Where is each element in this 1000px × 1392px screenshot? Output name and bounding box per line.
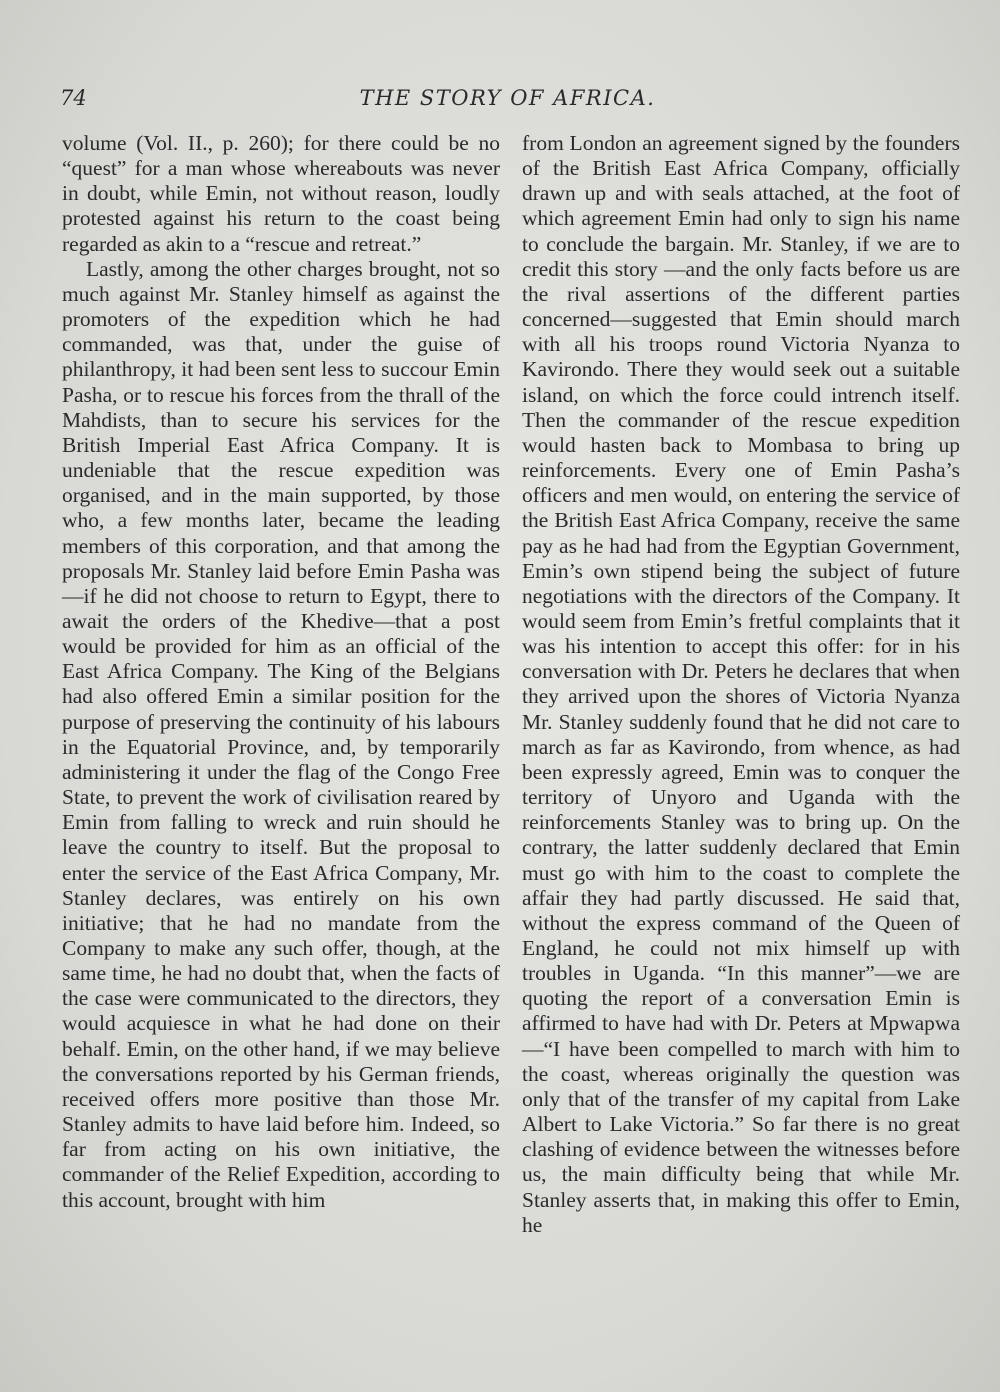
page-number: 74 (60, 86, 87, 110)
right-column (522, 131, 960, 1238)
left-column (62, 131, 500, 1213)
paragraph: Lastly, among the other charges brought, not so much against Mr. Stanley himself as against the promoters of the expedition which he had commanded, was that, under the guise of philanthropy, it had been sent less to succour Emin Pasha, or to rescue his forces from the thrall of the Mahdists, than to secure his services for the British Imperial East Africa Company. It is undeniable that the rescue expedition was organised, and in the main supported, by those who, a few months later, became the leading members of this corporation, and that among the proposals Mr. Stanley laid before Emin Pasha was—if he did not choose to return to Egypt, there to await the orders of the Khedive—that a post would be provided for him as an official of the East Africa Company. The King of the Belgians had also offered Emin a similar position for the purpose of preserving the continuity of his labours in the Equatorial Province, and, by temporarily administering it under the flag of the Congo Free State, to prevent the work of civilisation reared by Emin from falling to wreck and ruin should he leave the country to itself. But the proposal to enter the service of the East Africa Company, Mr. Stanley declares, was entirely on his own initiative; that he had no mandate from the Company to make any such offer, though, at the same time, he had no doubt that, when the facts of the case were communicated to the directors, they would acquiesce in what he had done on their behalf. Emin, on the other hand, if we may believe the conversations reported by his German friends, received offers more positive than those Mr. Stanley admits to have laid before him. Indeed, so far from acting on his own initiative, the commander of the Relief Expedition, according to this account, brought with him (62, 256, 500, 1212)
running-head: THE STORY OF AFRICA. (359, 86, 656, 110)
paragraph: volume (Vol. II., p. 260); for there could be no “quest” for a man whose whereabouts was never in doubt, while Emin, not without reason, loudly protested against his return to the coast being regarded as akin to a “rescue and retreat.” (62, 131, 500, 256)
paragraph: from London an agreement signed by the founders of the British East Africa Company, officially drawn up and with seals attached, at the foot of which agreement Emin had only to sign his name to conclude the bargain. Mr. Stanley, if we are to credit this story —and the only facts before us are the rival assertions of the different parties concerned—suggested that Emin should march with all his troops round Victoria Nyanza to Kavirondo. There they would seek out a suitable island, on which the force could intrench itself. Then the commander of the rescue expedition would hasten back to Mombasa to bring up reinforcements. Every one of Emin Pasha’s officers and men would, on entering the service of the British East Africa Company, receive the same pay as he had had from the Egyptian Government, Emin’s own stipend being the subject of future negotiations with the directors of the Company. It would seem from Emin’s fretful complaints that it was his intention to accept this offer: for in his conversation with Dr. Peters he declares that when they arrived upon the shores of Victoria Nyanza Mr. Stanley suddenly found that he did not care to march as far as Kavirondo, from whence, as had been expressly agreed, Emin was to conquer the territory of Unyoro and Uganda with the reinforcements Stanley was to bring up. On the contrary, the latter suddenly declared that Emin must go with him to the coast to complete the affair they had partly discussed. He said that, without the express command of the Queen of England, he could not mix himself up with troubles in Uganda. “In this manner”—we are quoting the report of a conversation Emin is affirmed to have had with Dr. Peters at Mpwapwa—“I have been compelled to march with him to the coast, whereas originally the question was only that of the transfer of my capital from Lake Albert to Lake Victoria.” So far there is no great clashing of evidence between the witnesses before us, the main difficulty being that while Mr. Stanley asserts that, in making this offer to Emin, he (522, 131, 960, 1237)
page-header (60, 86, 955, 116)
